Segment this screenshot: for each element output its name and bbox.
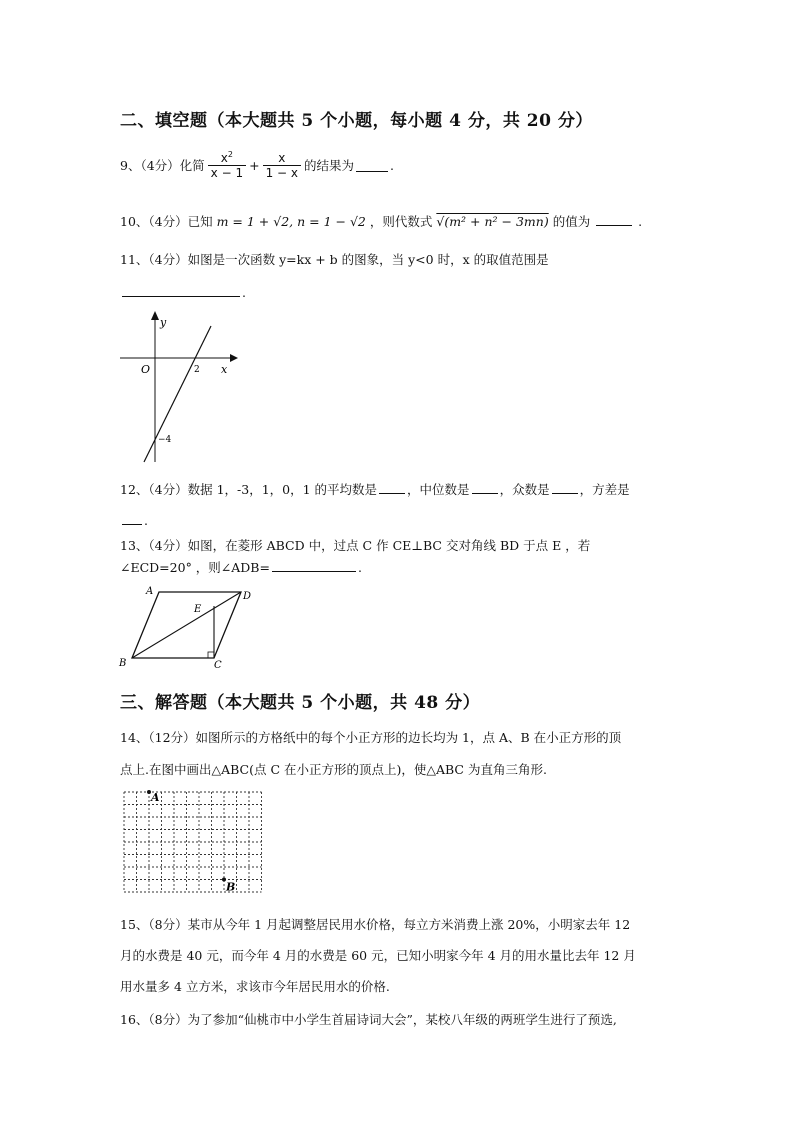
q12-part2: ，中位数是 (407, 482, 470, 497)
section-2-title: 二、填空题（本大题共 5 个小题，每小题 4 分，共 20 分） (120, 111, 593, 131)
q11-linear-function-graph (116, 308, 240, 468)
q10-middle: ，则代数式 (369, 214, 433, 229)
q13-label-e: E (194, 604, 202, 615)
q9-frac2-numerator: x (278, 150, 286, 165)
question-15-line3: 用水量多 4 立方米，求该市今年居民用水的价格. (120, 979, 390, 994)
q13-label-b: B (119, 658, 127, 669)
q10-prefix: 10、（4分）已知 (120, 214, 213, 229)
q10-answer-blank[interactable] (596, 213, 632, 226)
q11-answer-blank[interactable] (122, 284, 240, 297)
q11-end: . (242, 285, 246, 300)
q9-frac2-denominator: 1 − x (263, 165, 301, 180)
q11-x-intercept-label: 2 (194, 365, 200, 375)
question-16-line1: 16、（8分）为了参加“仙桃市中小学生首届诗词大会”，某校八年级的两班学生进行了预选, (120, 1012, 617, 1027)
q11-x-axis-arrow (230, 354, 238, 362)
q11-origin-label: O (141, 363, 151, 376)
q12-text: 12、（4分）数据 1，-3，1，0，1 的平均数是 (120, 482, 378, 497)
question-14-line2: 点上.在图中画出△ABC(点 C 在小正方形的顶点上)，使△ABC 为直角三角形. (120, 762, 547, 777)
q13-answer-blank[interactable] (272, 559, 356, 572)
q9-answer-blank[interactable] (356, 159, 388, 172)
q14-label-b: B (226, 880, 236, 894)
question-14-line1: 14、（12分）如图所示的方格纸中的每个小正方形的边长均为 1，点 A、B 在小正方形的顶 (120, 730, 622, 745)
q12-median-blank[interactable] (472, 481, 498, 494)
q12-end: . (144, 513, 148, 528)
question-13-line2 (120, 558, 362, 576)
q12-mode-blank[interactable] (552, 481, 578, 494)
q11-x-label: x (221, 363, 228, 376)
q13-label-d: D (243, 591, 252, 602)
q13-label-c: C (214, 660, 222, 671)
question-12 (120, 480, 630, 498)
q12-variance-blank[interactable] (122, 512, 142, 525)
question-15-line1: 15、（8分）某市从今年 1 月起调整居民用水价格，每立方米消费上涨 20%，小明家去年 12 (120, 917, 631, 932)
question-15-line2: 月的水费是 40 元，而今年 4 月的水费是 60 元，已知小明家今年 4 月的用水量比去年 12 月 (120, 948, 636, 963)
q9-end: . (390, 157, 394, 173)
q9-plus-sign: + (249, 157, 260, 173)
q12-part4: ，方差是 (579, 482, 630, 497)
question-11-answer (120, 284, 246, 300)
q9-frac1-numerator: x (220, 151, 228, 165)
q13-end: . (357, 560, 362, 575)
q14-label-a: A (151, 791, 160, 804)
q13-line2-text: ∠ECD=20° ，则∠ADB= (120, 560, 270, 575)
q10-expression: √(m² + n² − 3mn) (436, 214, 549, 229)
question-12-line2 (120, 512, 148, 528)
q13-label-a: A (146, 586, 154, 597)
q13-diagonal-bd (132, 592, 241, 658)
q13-right-angle-mark (208, 652, 214, 658)
q10-suffix: 的值为 (552, 214, 591, 229)
q11-y-label: y (160, 316, 167, 329)
q13-rhombus-figure (116, 582, 266, 672)
question-9 (120, 150, 394, 180)
q10-given-values: m = 1 + √2, n = 1 − √2 (216, 214, 366, 229)
question-13-line1: 13、（4分）如图，在菱形 ABCD 中，过点 C 作 CE⊥BC 交对角线 BD 于点 E ，若 (120, 538, 591, 553)
q10-end: . (638, 214, 643, 229)
q14-grid-paper (121, 789, 263, 897)
q12-part3: ，众数是 (499, 482, 550, 497)
question-11-text: 11、（4分）如图是一次函数 y=kx + b 的图象，当 y<0 时，x 的取值范围是 (120, 252, 549, 267)
q11-function-line (144, 326, 211, 462)
q9-suffix: 的结果为 (303, 158, 354, 173)
q9-fraction-1 (208, 150, 246, 180)
q9-prefix: 9、（4分）化简 (120, 158, 205, 173)
q12-mean-blank[interactable] (379, 481, 405, 494)
q11-y-axis-arrow (151, 311, 159, 320)
q9-frac1-denominator: x − 1 (208, 165, 246, 180)
q9-fraction-2 (263, 151, 301, 180)
q11-y-intercept-label: −4 (158, 435, 172, 445)
section-3-title: 三、解答题（本大题共 5 个小题，共 48 分） (120, 693, 481, 713)
q9-frac1-exponent: 2 (227, 150, 233, 159)
question-10 (120, 212, 642, 230)
